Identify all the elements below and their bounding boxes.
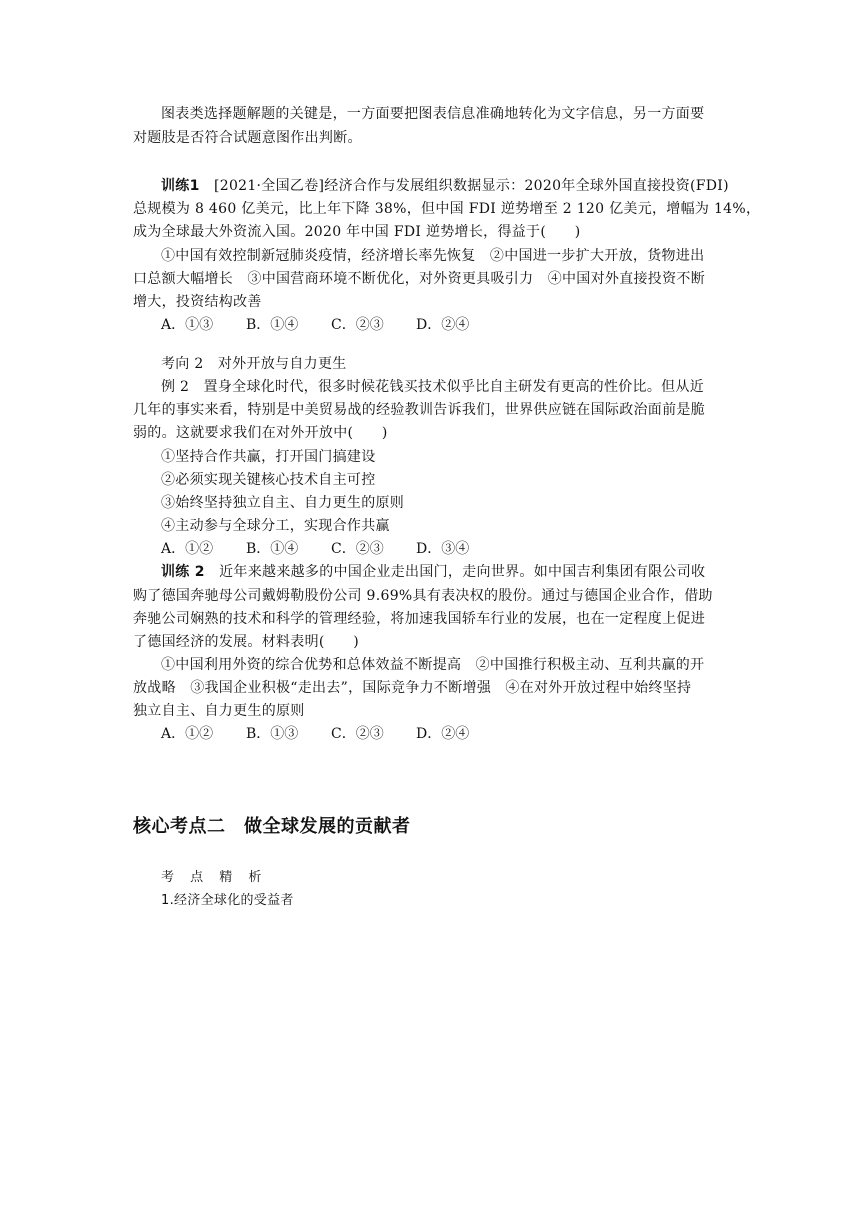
training1-line-5: 口总额大幅增长 ③中国营商环境不断优化，对外资更具吸引力 ④中国对外直接投资不断: [133, 271, 705, 287]
training2-line-3: 奔驰公司娴熟的技术和科学的管理经验，将加速我国轿车行业的发展，也在一定程度上促进: [133, 611, 705, 627]
intro-line-2: 对题肢是否符合试题意图作出判断。: [133, 130, 362, 146]
example2-line-1: 例 2 置身全球化时代，很多时候花钱买技术似乎比自主研发有更高的性价比。但从近: [161, 379, 705, 395]
training2-text-1: 近年来越来越多的中国企业走出国门，走向世界。如中国吉利集团有限公司收: [204, 564, 706, 580]
option-a: A．①②: [161, 726, 214, 742]
option-d: D．②④: [416, 317, 470, 333]
direction2-title: 考向 2 对外开放与自力更生: [161, 356, 347, 372]
training1-text-1: [2021·全国乙卷]经济合作与发展组织数据显示：2020年全球外国直接投资(FDI): [213, 178, 729, 194]
option-b: B．①③: [246, 726, 299, 742]
option-d: D．②④: [416, 726, 470, 742]
training2-line-2: 购了德国奔驰母公司戴姆勒股份公司 9.69%具有表决权的股份。通过与德国企业合作，借助: [133, 588, 713, 604]
option-c: C．②③: [331, 317, 384, 333]
option-c: C．②③: [331, 541, 384, 557]
training1-label: 训练1: [161, 178, 200, 194]
example2-line-2: 几年的事实来看，特别是中美贸易战的经验教训告诉我们，世界供应链在国际政治面前是脆: [133, 402, 705, 418]
training2-line-5: ①中国利用外资的综合优势和总体效益不断提高 ②中国推行积极主动、互利共赢的开: [161, 657, 705, 673]
training1-line-6: 增大，投资结构改善: [133, 294, 262, 310]
intro-line-1: 图表类选择题解题的关键是，一方面要把图表信息准确地转化为文字信息，另一方面要: [161, 106, 705, 122]
point-1-title: 1.经济全球化的受益者: [161, 893, 294, 908]
option-c: C．②③: [331, 726, 384, 742]
example2-item-4: ④主动参与全球分工，实现合作共赢: [161, 518, 390, 534]
option-d: D．③④: [416, 541, 470, 557]
training2-line-4: 了德国经济的发展。材料表明( ): [133, 634, 360, 650]
training2-line-7: 独立自主、自力更生的原则: [133, 703, 305, 719]
option-b: B．①④: [246, 317, 299, 333]
option-b: B．①④: [246, 541, 299, 557]
example2-item-2: ②必须实现关键核心技术自主可控: [161, 472, 376, 488]
example2-item-3: ③始终坚持独立自主、自力更生的原则: [161, 495, 405, 511]
example2-line-3: 弱的。这就要求我们在对外开放中( ): [133, 425, 388, 441]
training1-line-3: 成为全球最大外资流入国。2020 年中国 FDI 逆势增长，得益于( ): [133, 224, 581, 240]
section-heading: 核心考点二 做全球发展的贡献者: [133, 816, 411, 837]
training2-line-6: 放战略 ③我国企业积极“走出去”，国际竞争力不断增强 ④在对外开放过程中始终坚持: [133, 680, 692, 696]
option-a: A．①③: [161, 317, 214, 333]
example2-options: [161, 538, 501, 560]
training1-line-4: ①中国有效控制新冠肺炎疫情，经济增长率先恢复 ②中国进一步扩大开放，货物进出: [161, 248, 705, 264]
option-a: A．①②: [161, 541, 214, 557]
analysis-label: 考 点 精 析: [161, 870, 268, 885]
training1-options: [161, 314, 501, 336]
training2-label: 训练 2: [161, 564, 205, 580]
training2-line-1: [161, 561, 733, 583]
training2-options: [161, 723, 501, 745]
training1-line-2: 总规模为 8 460 亿美元，比上年下降 38%，但中国 FDI 逆势增至 2 120 亿美元，增幅为 14%，: [133, 201, 761, 217]
example2-item-1: ①坚持合作共赢，打开国门搞建设: [161, 449, 376, 465]
training1-line-1: [161, 175, 733, 197]
